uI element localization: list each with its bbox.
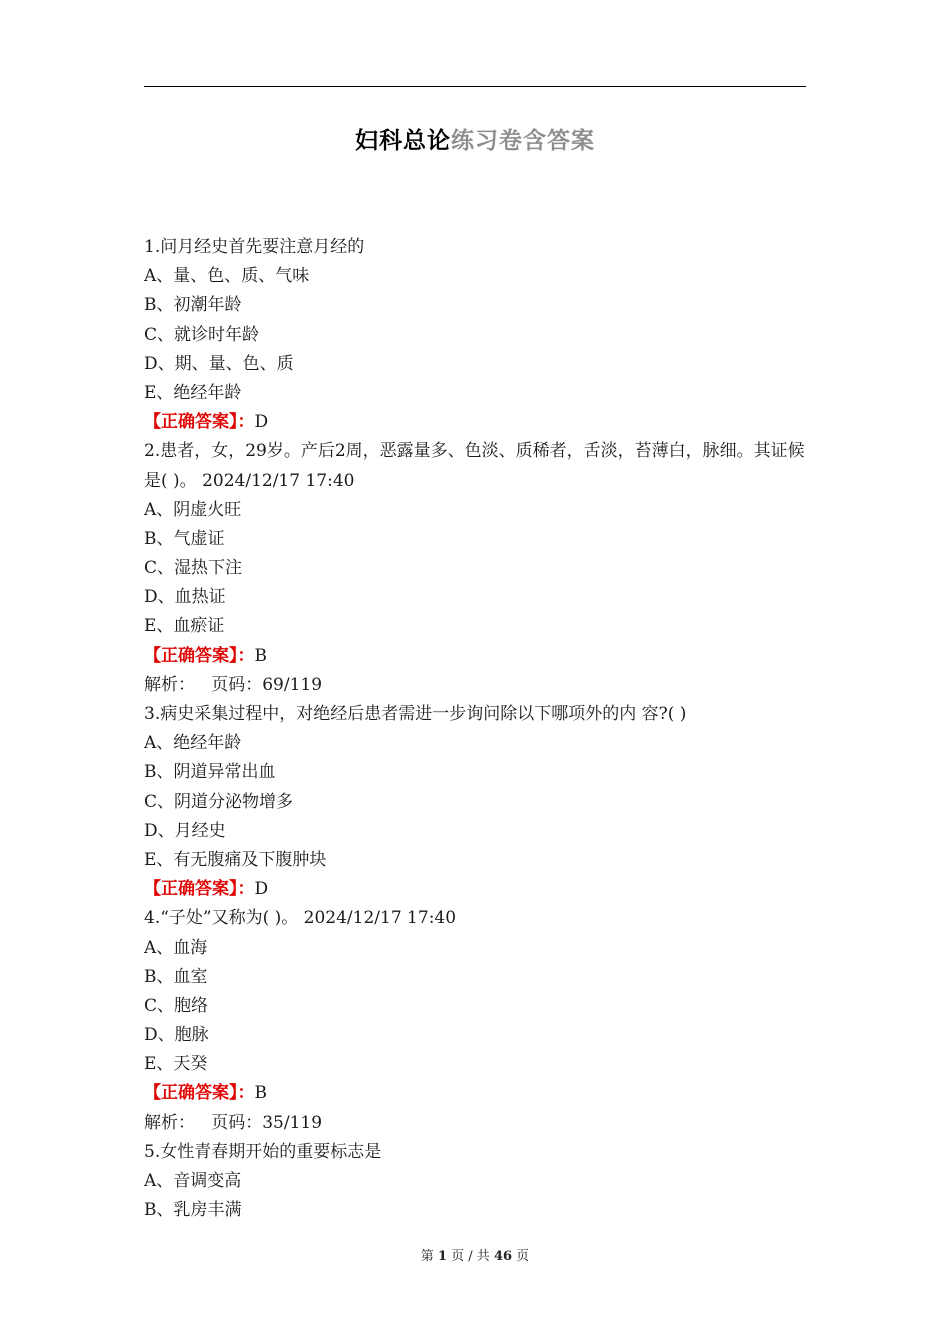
document-title <box>0 122 950 155</box>
option: B、阴道异常出血 <box>144 762 276 783</box>
answer-line <box>144 408 808 437</box>
question-stem: 5.女性青春期开始的重要标志是 <box>144 1141 382 1162</box>
title-part-1: 妇科总论 <box>355 127 451 154</box>
total-page-count: 46 <box>493 1249 513 1264</box>
option: D、血热证 <box>144 587 226 608</box>
option: D、期、量、色、质 <box>144 353 294 374</box>
option: E、有无腹痛及下腹肿块 <box>144 849 327 870</box>
option: E、天癸 <box>144 1054 208 1075</box>
option: E、血瘀证 <box>144 616 225 637</box>
answer-line <box>144 1079 808 1108</box>
option: A、量、色、质、气味 <box>144 266 310 287</box>
answer-label: 【正确答案】： <box>144 412 255 433</box>
analysis-line: 解析： 页码：69/119 <box>144 674 323 695</box>
analysis-line: 解析： 页码：35/119 <box>144 1112 323 1133</box>
page-footer <box>0 1245 950 1264</box>
answer-label: 【正确答案】： <box>144 879 255 900</box>
option: B、气虚证 <box>144 528 225 549</box>
option: A、绝经年龄 <box>144 733 242 754</box>
question-list <box>144 233 808 1225</box>
question-stem: 1.问月经史首先要注意月经的 <box>144 237 365 257</box>
option: C、阴道分泌物增多 <box>144 791 294 812</box>
header-rule <box>144 86 806 87</box>
option: D、月经史 <box>144 820 226 841</box>
footer-prefix: 第 <box>420 1249 434 1264</box>
option: A、血海 <box>144 937 208 958</box>
question-stem: 3.病史采集过程中，对绝经后患者需进一步询问除以下哪项外的内 容?( ) <box>144 704 687 725</box>
title-part-2: 练习卷含答案 <box>451 127 595 154</box>
question-stem: 2.患者，女，29岁。产后2周，恶露量多、色淡、质稀者，舌淡，苔薄白，脉细。其证候是( )。 2024/12/17 17:40 <box>144 441 805 491</box>
current-page-number: 1 <box>437 1249 447 1264</box>
option: C、胞络 <box>144 995 209 1016</box>
footer-middle: 页 / 共 <box>451 1249 490 1264</box>
option: A、音调变高 <box>144 1171 242 1192</box>
footer-suffix: 页 <box>516 1249 530 1264</box>
answer-line <box>144 875 808 904</box>
answer-value: B <box>254 645 267 666</box>
option: B、初潮年龄 <box>144 295 242 316</box>
answer-value: B <box>254 1083 267 1104</box>
question-stem: 4.“子处”又称为( )。 2024/12/17 17:40 <box>144 908 457 929</box>
answer-value: D <box>254 412 269 433</box>
answer-label: 【正确答案】： <box>144 645 255 666</box>
answer-line <box>144 642 808 671</box>
answer-value: D <box>254 879 269 900</box>
answer-label: 【正确答案】： <box>144 1083 255 1104</box>
option: E、绝经年龄 <box>144 382 242 403</box>
option: A、阴虚火旺 <box>144 499 242 520</box>
option: D、胞脉 <box>144 1025 209 1046</box>
option: C、湿热下注 <box>144 558 243 579</box>
option: B、乳房丰满 <box>144 1200 242 1221</box>
option: C、就诊时年龄 <box>144 324 260 345</box>
option: B、血室 <box>144 966 208 987</box>
